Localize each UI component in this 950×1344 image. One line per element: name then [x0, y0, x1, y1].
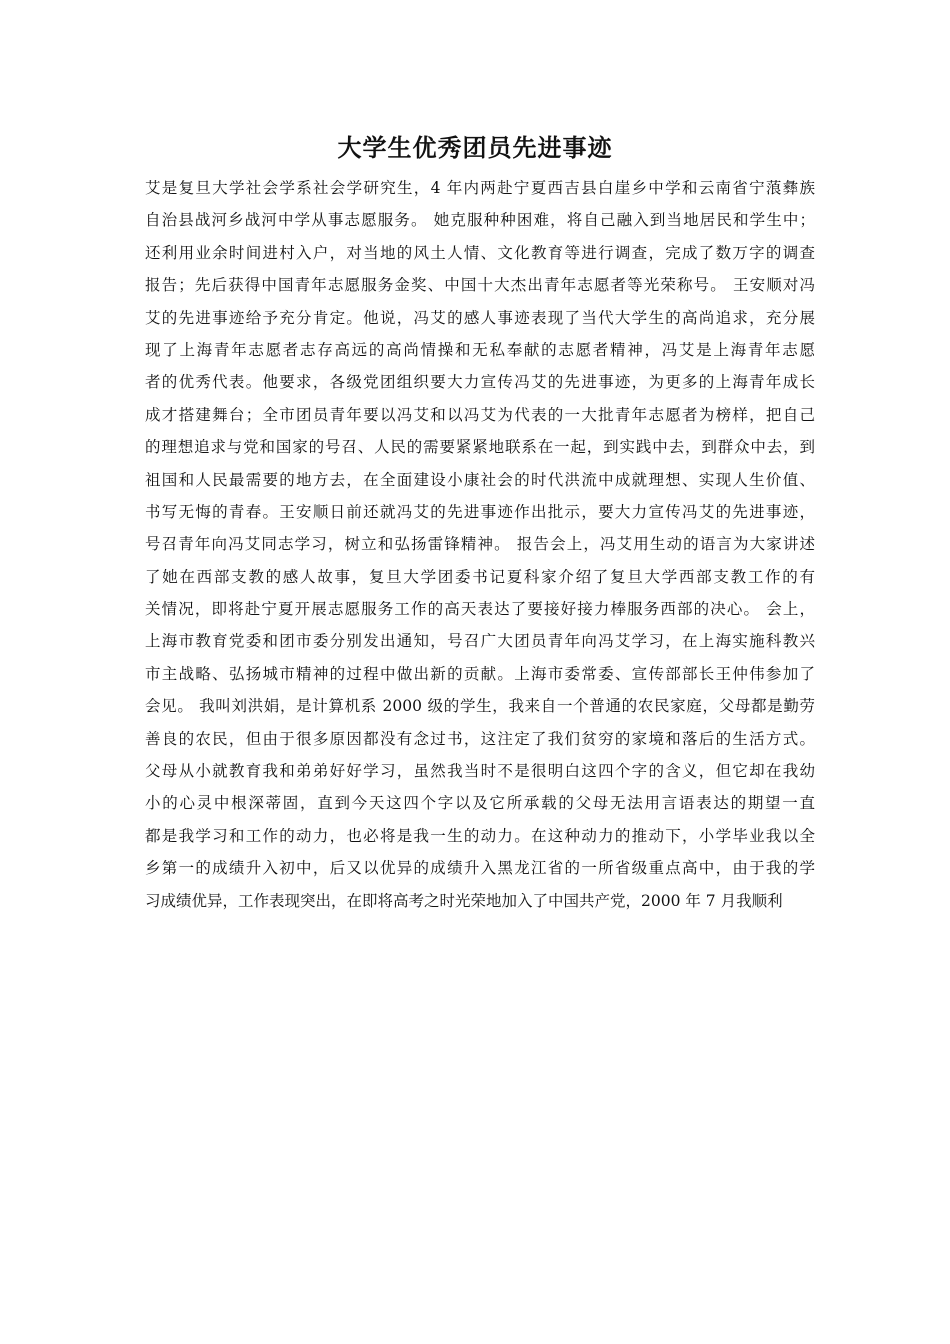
body-line: 父母从小就教育我和弟弟好好学习，虽然我当时不是很明白这四个字的含义，但它却在我幼 [145, 762, 815, 781]
body-line: 善良的农民，但由于很多原因都没有念过书，这注定了我们贫穷的家境和落后的生活方式。 [145, 729, 815, 748]
body-line: 者的优秀代表。他要求，各级党团组织要大力宣传冯艾的先进事迹，为更多的上海青年成长 [145, 373, 815, 392]
body-line: 祖国和人民最需要的地方去，在全面建设小康社会的时代洪流中成就理想、实现人生价值、 [145, 470, 815, 489]
body-line: 了她在西部支教的感人故事，复旦大学团委书记夏科家介绍了复旦大学西部支教工作的有 [145, 567, 815, 586]
body-line: 艾的先进事迹给予充分肯定。他说，冯艾的感人事迹表现了当代大学生的高尚追求，充分展 [145, 308, 815, 327]
body-line: 小的心灵中根深蒂固，直到今天这四个字以及它所承载的父母无法用言语表达的期望一直 [145, 794, 815, 813]
body-line: 还利用业余时间进村入户，对当地的风土人情、文化教育等进行调查，完成了数万字的调查 [145, 243, 815, 262]
body-line: 乡第一的成绩升入初中，后又以优异的成绩升入黑龙江省的一所省级重点高中，由于我的学 [145, 859, 815, 878]
document-title: 大学生优秀团员先进事迹 [337, 133, 613, 162]
body-line: 市主战略、弘扬城市精神的过程中做出新的贡献。上海市委常委、宣传部部长王仲伟参加了 [145, 664, 815, 683]
body-line: 现了上海青年志愿者志存高远的高尚情操和无私奉献的志愿者精神，冯艾是上海青年志愿 [145, 340, 815, 359]
body-line: 都是我学习和工作的动力，也必将是我一生的动力。在这种动力的推动下，小学毕业我以全 [145, 826, 815, 845]
body-line: 习成绩优异，工作表现突出，在即将高考之时光荣地加入了中国共产党，2000 年 7 月我顺利 [145, 891, 783, 910]
body-line: 书写无悔的青春。王安顺日前还就冯艾的先进事迹作出批示，要大力宣传冯艾的先进事迹， [145, 502, 815, 521]
body-line: 报告；先后获得中国青年志愿服务金奖、中国十大杰出青年志愿者等光荣称号。 王安顺对冯 [145, 276, 815, 295]
body-line: 会见。 我叫刘洪娟，是计算机系 2000 级的学生，我来自一个普通的农民家庭，父母都是勤劳 [145, 697, 815, 716]
body-line: 成才搭建舞台；全市团员青年要以冯艾和以冯艾为代表的一大批青年志愿者为榜样，把自己 [145, 405, 815, 424]
body-line: 关情况，即将赴宁夏开展志愿服务工作的高天表达了要接好接力棒服务西部的决心。 会上， [145, 600, 815, 619]
body-line: 上海市教育党委和团市委分别发出通知，号召广大团员青年向冯艾学习，在上海实施科教兴 [145, 632, 815, 651]
body-line: 自治县战河乡战河中学从事志愿服务。 她克服种种困难，将自己融入到当地居民和学生中； [145, 211, 815, 230]
body-line: 的理想追求与党和国家的号召、人民的需要紧紧地联系在一起，到实践中去，到群众中去，到 [145, 438, 815, 457]
body-line: 艾是复旦大学社会学系社会学研究生，4 年内两赴宁夏西吉县白崖乡中学和云南省宁蒗彝族 [145, 179, 815, 197]
body-line: 号召青年向冯艾同志学习，树立和弘扬雷锋精神。 报告会上，冯艾用生动的语言为大家讲述 [145, 535, 815, 554]
document-body [145, 172, 815, 917]
